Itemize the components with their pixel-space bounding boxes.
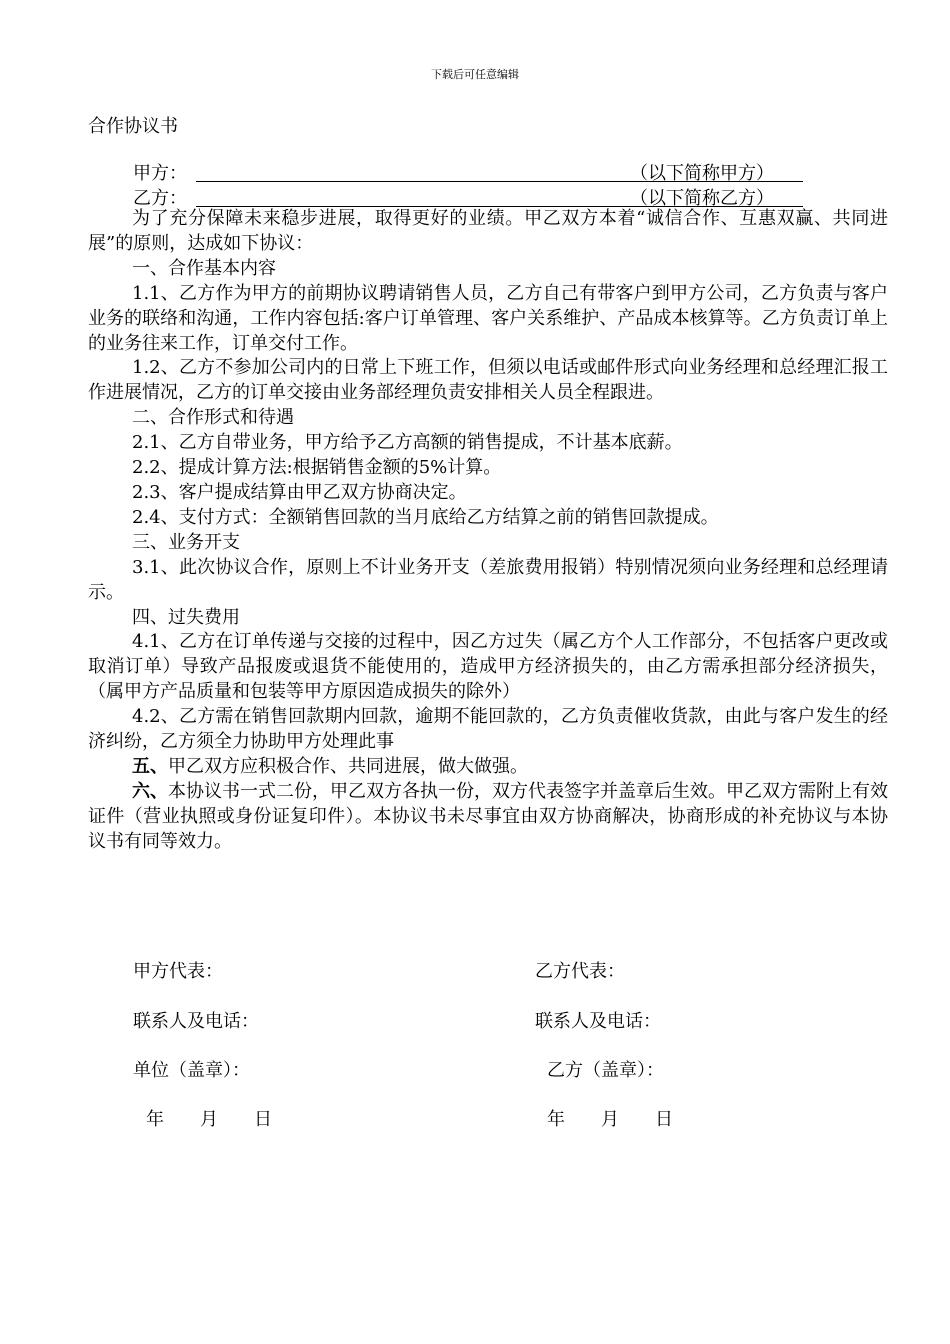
- section-heading-4: 四、过失费用: [132, 606, 240, 628]
- intro-paragraph: 为了充分保障未来稳步进展，取得更好的业绩。甲乙双方本着“诚信合作、互惠双赢、共同进展”的原则，达成如下协议：: [88, 208, 888, 254]
- party-b-date: 年 月 日: [547, 1109, 673, 1130]
- party-b-rep-label: 乙方代表：: [535, 961, 625, 982]
- page-header: 下载后可任意编辑: [431, 68, 519, 81]
- party-b-seal-label: 乙方（盖章）：: [547, 1060, 664, 1081]
- party-a-contact-label: 联系人及电话：: [133, 1011, 259, 1032]
- section-heading-3: 三、业务开支: [132, 531, 240, 553]
- clause-6-text: 本协议书一式二份，甲乙双方各执一份，双方代表签字并盖章后生效。甲乙双方需附上有效证件（营业执照或身份证复印件）。本协议书未尽事宜由双方协商解决，协商形成的补充协议与本协议书有同等效力。: [88, 780, 888, 852]
- party-a-note: （以下简称甲方）: [630, 163, 774, 184]
- party-a-label: 甲方：: [133, 163, 187, 184]
- clause-1-2: 1.2、乙方不参加公司内的日常上下班工作，但须以电话或邮件形式向业务经理和总经理汇报工作进展情况，乙方的订单交接由业务部经理负责安排相关人员全程跟进。: [88, 357, 888, 404]
- clause-2-2: 2.2、提成计算方法:根据销售金额的5%计算。: [132, 457, 502, 479]
- clause-2-4: 2.4、支付方式：全额销售回款的当月底给乙方结算之前的销售回款提成。: [132, 506, 719, 528]
- section-heading-1: 一、合作基本内容: [132, 257, 276, 279]
- clause-2-3: 2.3、客户提成结算由甲乙双方协商决定。: [132, 481, 467, 503]
- clause-2-1: 2.1、乙方自带业务，甲方给予乙方高额的销售提成，不计基本底薪。: [132, 432, 683, 454]
- clause-4-2: 4.2、乙方需在销售回款期内回款，逾期不能回款的，乙方负责催收货款，由此与客户发生的经济纠纷，乙方须全力协助甲方处理此事: [88, 706, 888, 753]
- clause-5: [88, 755, 888, 780]
- party-b-label: 乙方：: [133, 188, 187, 209]
- clause-3-1: 3.1、此次协议合作，原则上不计业务开支（差旅费用报销）特别情况须向业务经理和总经理请示。: [88, 556, 888, 603]
- party-b-note: （以下简称乙方）: [630, 188, 774, 209]
- clause-4-1: 4.1、乙方在订单传递与交接的过程中，因乙方过失（属乙方个人工作部分，不包括客户更改或取消订单）导致产品报废或退货不能使用的，造成甲方经济损失的，由乙方需承担部分经济损失，（属甲方产品质量和包装等甲方原因造成损失的除外）: [88, 631, 888, 703]
- agreement-body: [88, 207, 888, 855]
- party-a-seal-label: 单位（盖章）：: [133, 1060, 250, 1081]
- section-heading-2: 二、合作形式和待遇: [132, 407, 294, 429]
- clause-6-number: 六、: [132, 780, 168, 802]
- clause-1-1: 1.1、乙方作为甲方的前期协议聘请销售人员，乙方自己有带客户到甲方公司，乙方负责与客户业务的联络和沟通，工作内容包括:客户订单管理、客户关系维护、产品成本核算等。乙方负责订单上的业务往来工作，订单交付工作。: [88, 282, 888, 354]
- clause-6: [88, 780, 888, 855]
- party-a-date: 年 月 日: [146, 1109, 272, 1130]
- document-title: 合作协议书: [88, 116, 178, 137]
- party-b-contact-label: 联系人及电话：: [535, 1011, 661, 1032]
- clause-5-number: 五、: [132, 755, 168, 777]
- clause-5-text: 甲乙双方应积极合作、共同进展，做大做强。: [168, 755, 528, 777]
- party-a-line: [133, 159, 774, 185]
- party-a-rep-label: 甲方代表：: [133, 961, 223, 982]
